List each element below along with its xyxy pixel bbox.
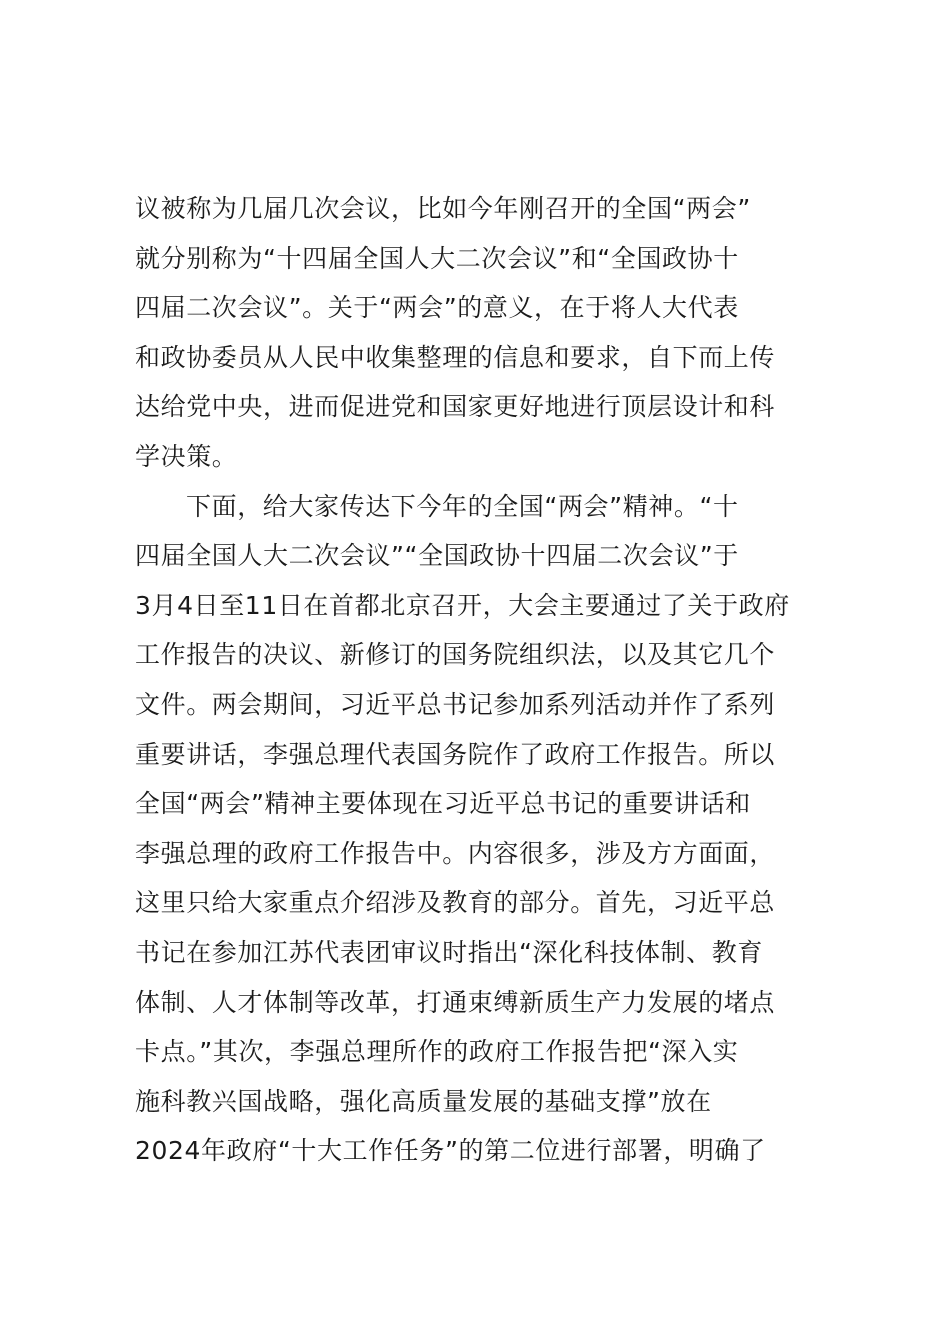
text-line: 李强总理的政府工作报告中。内容很多，涉及方方面面， (135, 838, 776, 868)
paragraph-first-line: 下面，给大家传达下今年的全国“两会”精神。“十 (186, 491, 739, 521)
text-line: 体制、人才体制等改革，打通束缚新质生产力发展的堵点 (135, 987, 776, 1017)
text-line: 达给党中央，进而促进党和国家更好地进行顶层设计和科 (135, 392, 776, 422)
text-line: 3月4日至11日在首都北京召开，大会主要通过了关于政府 (135, 590, 790, 620)
body-text (135, 184, 835, 1176)
text-line: 重要讲话，李强总理代表国务院作了政府工作报告。所以 (135, 739, 776, 769)
text-line: 四届二次会议”。关于“两会”的意义，在于将人大代表 (135, 293, 739, 323)
text-line: 四届全国人大二次会议”“全国政协十四届二次会议”于 (135, 541, 739, 571)
text-line: 议被称为几届几次会议，比如今年刚召开的全国“两会” (135, 194, 751, 223)
text-line: 就分别称为“十四届全国人大二次会议”和“全国政协十 (135, 243, 739, 273)
text-line: 施科教兴国战略，强化高质量发展的基础支撑”放在 (135, 1086, 712, 1116)
text-line: 学决策。 (135, 441, 238, 471)
text-line: 工作报告的决议、新修订的国务院组织法，以及其它几个 (135, 640, 776, 670)
text-line: 文件。两会期间，习近平总书记参加系列活动并作了系列 (135, 689, 776, 719)
text-line: 这里只给大家重点介绍涉及教育的部分。首先，习近平总 (135, 888, 776, 918)
text-line: 书记在参加江苏代表团审议时指出“深化科技体制、教育 (135, 937, 763, 967)
text-line: 2024年政府“十大工作任务”的第二位进行部署，明确了 (135, 1136, 766, 1166)
text-line: 和政协委员从人民中收集整理的信息和要求，自下而上传 (135, 342, 776, 372)
text-line: 全国“两会”精神主要体现在习近平总书记的重要讲话和 (135, 789, 751, 819)
text-line: 卡点。”其次，李强总理所作的政府工作报告把“深入实 (135, 1037, 739, 1067)
